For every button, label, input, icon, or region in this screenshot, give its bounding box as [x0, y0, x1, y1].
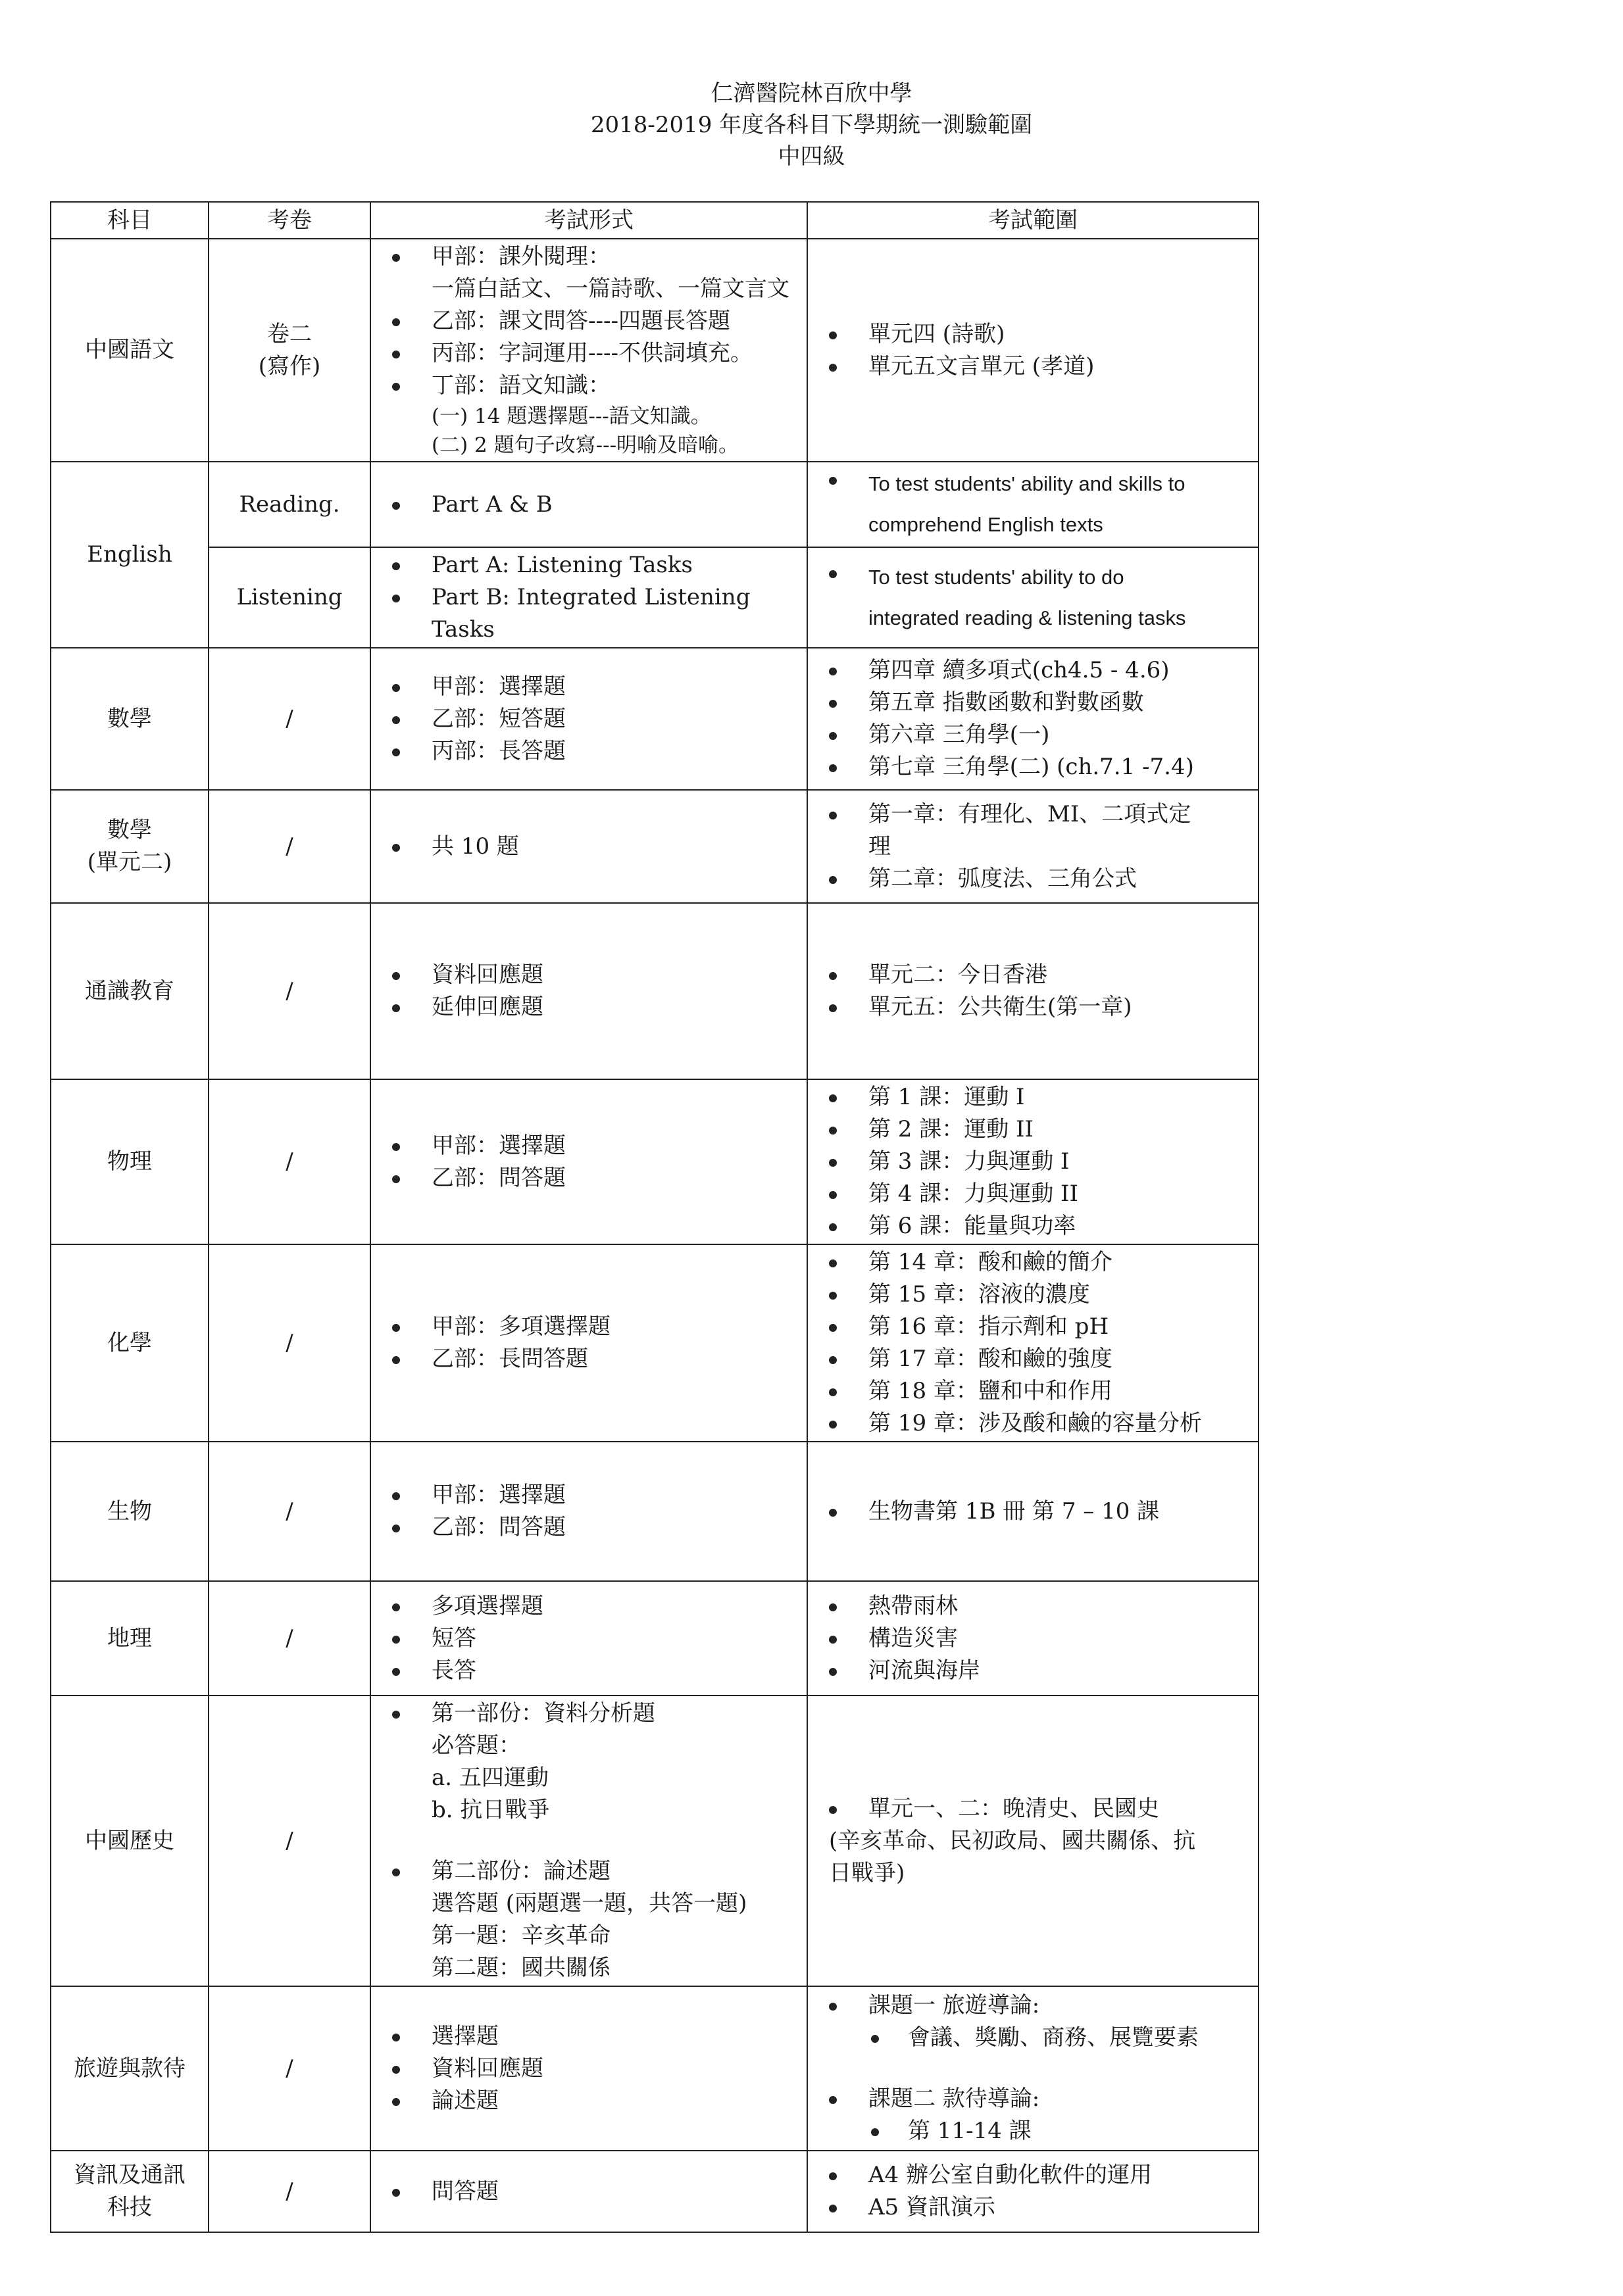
subject-cell: 數學	[51, 648, 209, 790]
document-title: 2018-2019 年度各科目下學期統一測驗範圍	[590, 112, 1033, 138]
scope-item: 單元一、二：晚清史、民國史	[816, 1793, 1250, 1825]
subject-cell	[51, 790, 209, 903]
scope-cell	[807, 239, 1259, 462]
subject-cell: 通識教育	[51, 903, 209, 1079]
format-item: Part A & B	[379, 489, 799, 521]
subject-cell: 中國歷史	[51, 1696, 209, 1986]
format-cell	[370, 903, 807, 1079]
subject-cell: 物理	[51, 1079, 209, 1244]
subject-cell: 旅遊與款待	[51, 1986, 209, 2151]
scope-item: 構造災害	[816, 1623, 1250, 1655]
scope-cell	[807, 1696, 1259, 1986]
table-row	[51, 1581, 1259, 1696]
scope-cell	[807, 1442, 1259, 1581]
format-item: 論述題	[379, 2085, 799, 2117]
table-row	[51, 648, 1259, 790]
scope-cell	[807, 903, 1259, 1079]
format-item: 長答	[379, 1655, 799, 1687]
format-item: 乙部：課文問答----四題長答題	[379, 305, 799, 337]
scope-item: 第 15 章：溶液的濃度	[816, 1279, 1250, 1311]
subject-cell: 中國語文	[51, 239, 209, 462]
scope-item: 第 18 章：鹽和中和作用	[816, 1375, 1250, 1407]
format-cell	[370, 547, 807, 648]
table-row	[51, 462, 1259, 547]
paper-cell	[209, 239, 370, 462]
format-item: 甲部：選擇題	[379, 671, 799, 703]
exam-scope-table	[50, 201, 1259, 2233]
scope-item: 第 1 課：運動 I	[816, 1081, 1250, 1113]
scope-item: 第 2 課：運動 II	[816, 1113, 1250, 1146]
scope-item: 第 6 課：能量與功率	[816, 1210, 1250, 1242]
table-row	[51, 1442, 1259, 1581]
scope-item: 課題一 旅遊導論:	[816, 1990, 1250, 2022]
scope-cell	[807, 648, 1259, 790]
format-item: 丙部：長答題	[379, 735, 799, 768]
scope-item: 第五章 指數函數和對數函數	[816, 687, 1250, 719]
paper-cell: /	[209, 1696, 370, 1986]
format-item: 甲部：選擇題	[379, 1479, 799, 1511]
format-item: 第一題：辛亥革命	[432, 1922, 611, 1949]
scope-item: 第一章：有理化、MI、二項式定	[816, 798, 1250, 831]
format-item: 必答題：	[432, 1732, 521, 1759]
format-cell	[370, 2151, 807, 2232]
format-item: b. 抗日戰爭	[432, 1797, 550, 1823]
scope-item: 第四章 續多項式(ch4.5 - 4.6)	[816, 654, 1250, 687]
scope-item: 第 19 章：涉及酸和鹼的容量分析	[816, 1407, 1250, 1440]
scope-cell	[807, 1244, 1259, 1442]
format-item: 短答	[379, 1623, 799, 1655]
format-item: 問答題	[379, 2176, 799, 2208]
paper-cell: Listening	[209, 547, 370, 648]
column-header-format: 考試形式	[370, 202, 807, 239]
format-item: 甲部：多項選擇題	[379, 1311, 799, 1343]
paper-cell: /	[209, 1079, 370, 1244]
subject-cell: 生物	[51, 1442, 209, 1581]
table-row	[51, 790, 1259, 903]
format-item: 乙部：問答題	[379, 1162, 799, 1194]
format-cell	[370, 648, 807, 790]
format-cell	[370, 790, 807, 903]
format-cell	[370, 1079, 807, 1244]
spacer	[379, 1826, 799, 1855]
scope-item: 第 3 課：力與運動 I	[816, 1146, 1250, 1178]
paper-cell: /	[209, 648, 370, 790]
scope-cell	[807, 790, 1259, 903]
format-item: 乙部：問答題	[379, 1511, 799, 1544]
format-item: 乙部：短答題	[379, 703, 799, 735]
format-cell	[370, 1986, 807, 2151]
table-row	[51, 1244, 1259, 1442]
scope-item: 第七章 三角學(二) (ch.7.1 -7.4)	[816, 751, 1250, 783]
scope-note: (辛亥革命、民初政局、國共關係、抗	[829, 1827, 1196, 1854]
scope-item: 單元五：公共衛生(第一章)	[816, 991, 1250, 1023]
paper-cell: Reading.	[209, 462, 370, 547]
format-item: 甲部：選擇題	[379, 1130, 799, 1162]
table-header-row	[51, 202, 1259, 239]
subject-cell: 化學	[51, 1244, 209, 1442]
paper-line: 卷二 (寫作)	[258, 320, 321, 379]
format-item: 丙部：字詞運用----不供詞填充。	[379, 337, 799, 370]
scope-item: integrated reading & listening tasks	[868, 606, 1186, 629]
school-name: 仁濟醫院林百欣中學	[711, 80, 912, 107]
format-cell	[370, 1244, 807, 1442]
scope-item: 第 16 章：指示劑和 pH	[816, 1311, 1250, 1343]
format-item: 第二題：國共關係	[432, 1955, 611, 1981]
scope-cell	[807, 547, 1259, 648]
scope-item: 理	[868, 833, 891, 860]
scope-item: To test students' ability and skills to	[816, 464, 1250, 504]
table-row	[51, 1079, 1259, 1244]
column-header-paper: 考卷	[209, 202, 370, 239]
format-item: 選答題 (兩題選一題，共答一題)	[432, 1890, 747, 1917]
format-item: 資料回應題	[379, 2053, 799, 2085]
table-row	[51, 903, 1259, 1079]
scope-item: A4 辦公室自動化軟件的運用	[816, 2159, 1250, 2191]
scope-item: 第 4 課：力與運動 II	[816, 1178, 1250, 1210]
table-row	[51, 547, 1259, 648]
format-item: a. 五四運動	[432, 1765, 549, 1791]
scope-cell	[807, 462, 1259, 547]
scope-item: 第六章 三角學(一)	[816, 719, 1250, 751]
format-item: 一篇白話文、一篇詩歌、一篇文言文	[432, 276, 789, 302]
scope-item: 第二章：弧度法、三角公式	[816, 863, 1250, 895]
scope-item: 河流與海岸	[816, 1655, 1250, 1687]
scope-item: 單元二：今日香港	[816, 959, 1250, 991]
format-cell	[370, 1581, 807, 1696]
scope-item: 單元四 (詩歌)	[816, 318, 1250, 351]
table-row	[51, 1696, 1259, 1986]
subject-line: 數學 (單元二)	[87, 817, 172, 875]
format-item: 選擇題	[379, 2020, 799, 2053]
scope-item: 第 14 章：酸和鹼的簡介	[816, 1246, 1250, 1279]
scope-cell	[807, 1079, 1259, 1244]
scope-item: To test students' ability to do	[816, 557, 1250, 598]
format-item: 延伸回應題	[379, 991, 799, 1023]
paper-cell: /	[209, 790, 370, 903]
scope-cell	[807, 2151, 1259, 2232]
format-item: 第二部份：論述題	[379, 1855, 799, 1888]
column-header-subject: 科目	[51, 202, 209, 239]
scope-item: 第 11-14 課	[816, 2115, 1250, 2147]
paper-cell: /	[209, 2151, 370, 2232]
format-cell	[370, 1442, 807, 1581]
scope-item: 生物書第 1B 冊 第 7 – 10 課	[816, 1496, 1250, 1528]
format-item: 多項選擇題	[379, 1590, 799, 1623]
scope-item: 單元五文言單元 (孝道)	[816, 351, 1250, 383]
scope-item: 會議、獎勵、商務、展覽要素	[816, 2022, 1250, 2054]
scope-item: 第 17 章：酸和鹼的強度	[816, 1343, 1250, 1375]
subject-cell: English	[51, 462, 209, 648]
paper-cell: /	[209, 1244, 370, 1442]
scope-note: 日戰爭)	[829, 1859, 905, 1886]
scope-item: 熱帶雨林	[816, 1590, 1250, 1623]
format-item: (二) 2 題句子改寫---明喻及暗喻。	[432, 433, 739, 457]
format-cell	[370, 1696, 807, 1986]
format-item: 共 10 題	[379, 831, 799, 863]
format-item: (一) 14 題選擇題---語文知識。	[432, 404, 711, 428]
spacer	[816, 2054, 1250, 2083]
table-row	[51, 1986, 1259, 2151]
scope-item: A5 資訊演示	[816, 2191, 1250, 2224]
format-cell	[370, 239, 807, 462]
paper-cell: /	[209, 903, 370, 1079]
scope-cell	[807, 1986, 1259, 2151]
column-header-scope: 考試範圍	[807, 202, 1259, 239]
scope-item: 課題二 款待導論:	[816, 2083, 1250, 2115]
table-row	[51, 239, 1259, 462]
format-item: 第一部份：資料分析題	[379, 1698, 799, 1730]
subject-cell: 地理	[51, 1581, 209, 1696]
scope-item: comprehend English texts	[868, 513, 1103, 536]
table-row	[51, 2151, 1259, 2232]
subject-cell	[51, 2151, 209, 2232]
scope-cell	[807, 1581, 1259, 1696]
paper-cell: /	[209, 1986, 370, 2151]
paper-cell: /	[209, 1581, 370, 1696]
format-item: 資料回應題	[379, 959, 799, 991]
document-header	[0, 78, 1623, 172]
paper-cell: /	[209, 1442, 370, 1581]
format-item: Part A: Listening Tasks	[379, 549, 799, 581]
format-item: 丁部：語文知識：	[379, 370, 799, 402]
form-level: 中四級	[778, 143, 845, 170]
format-item: Part B: Integrated Listening Tasks	[379, 581, 799, 646]
format-cell	[370, 462, 807, 547]
subject-line: 資訊及通訊 科技	[74, 2162, 186, 2220]
format-item: 甲部：課外閱理：	[379, 241, 799, 273]
format-item: 乙部：長問答題	[379, 1343, 799, 1375]
